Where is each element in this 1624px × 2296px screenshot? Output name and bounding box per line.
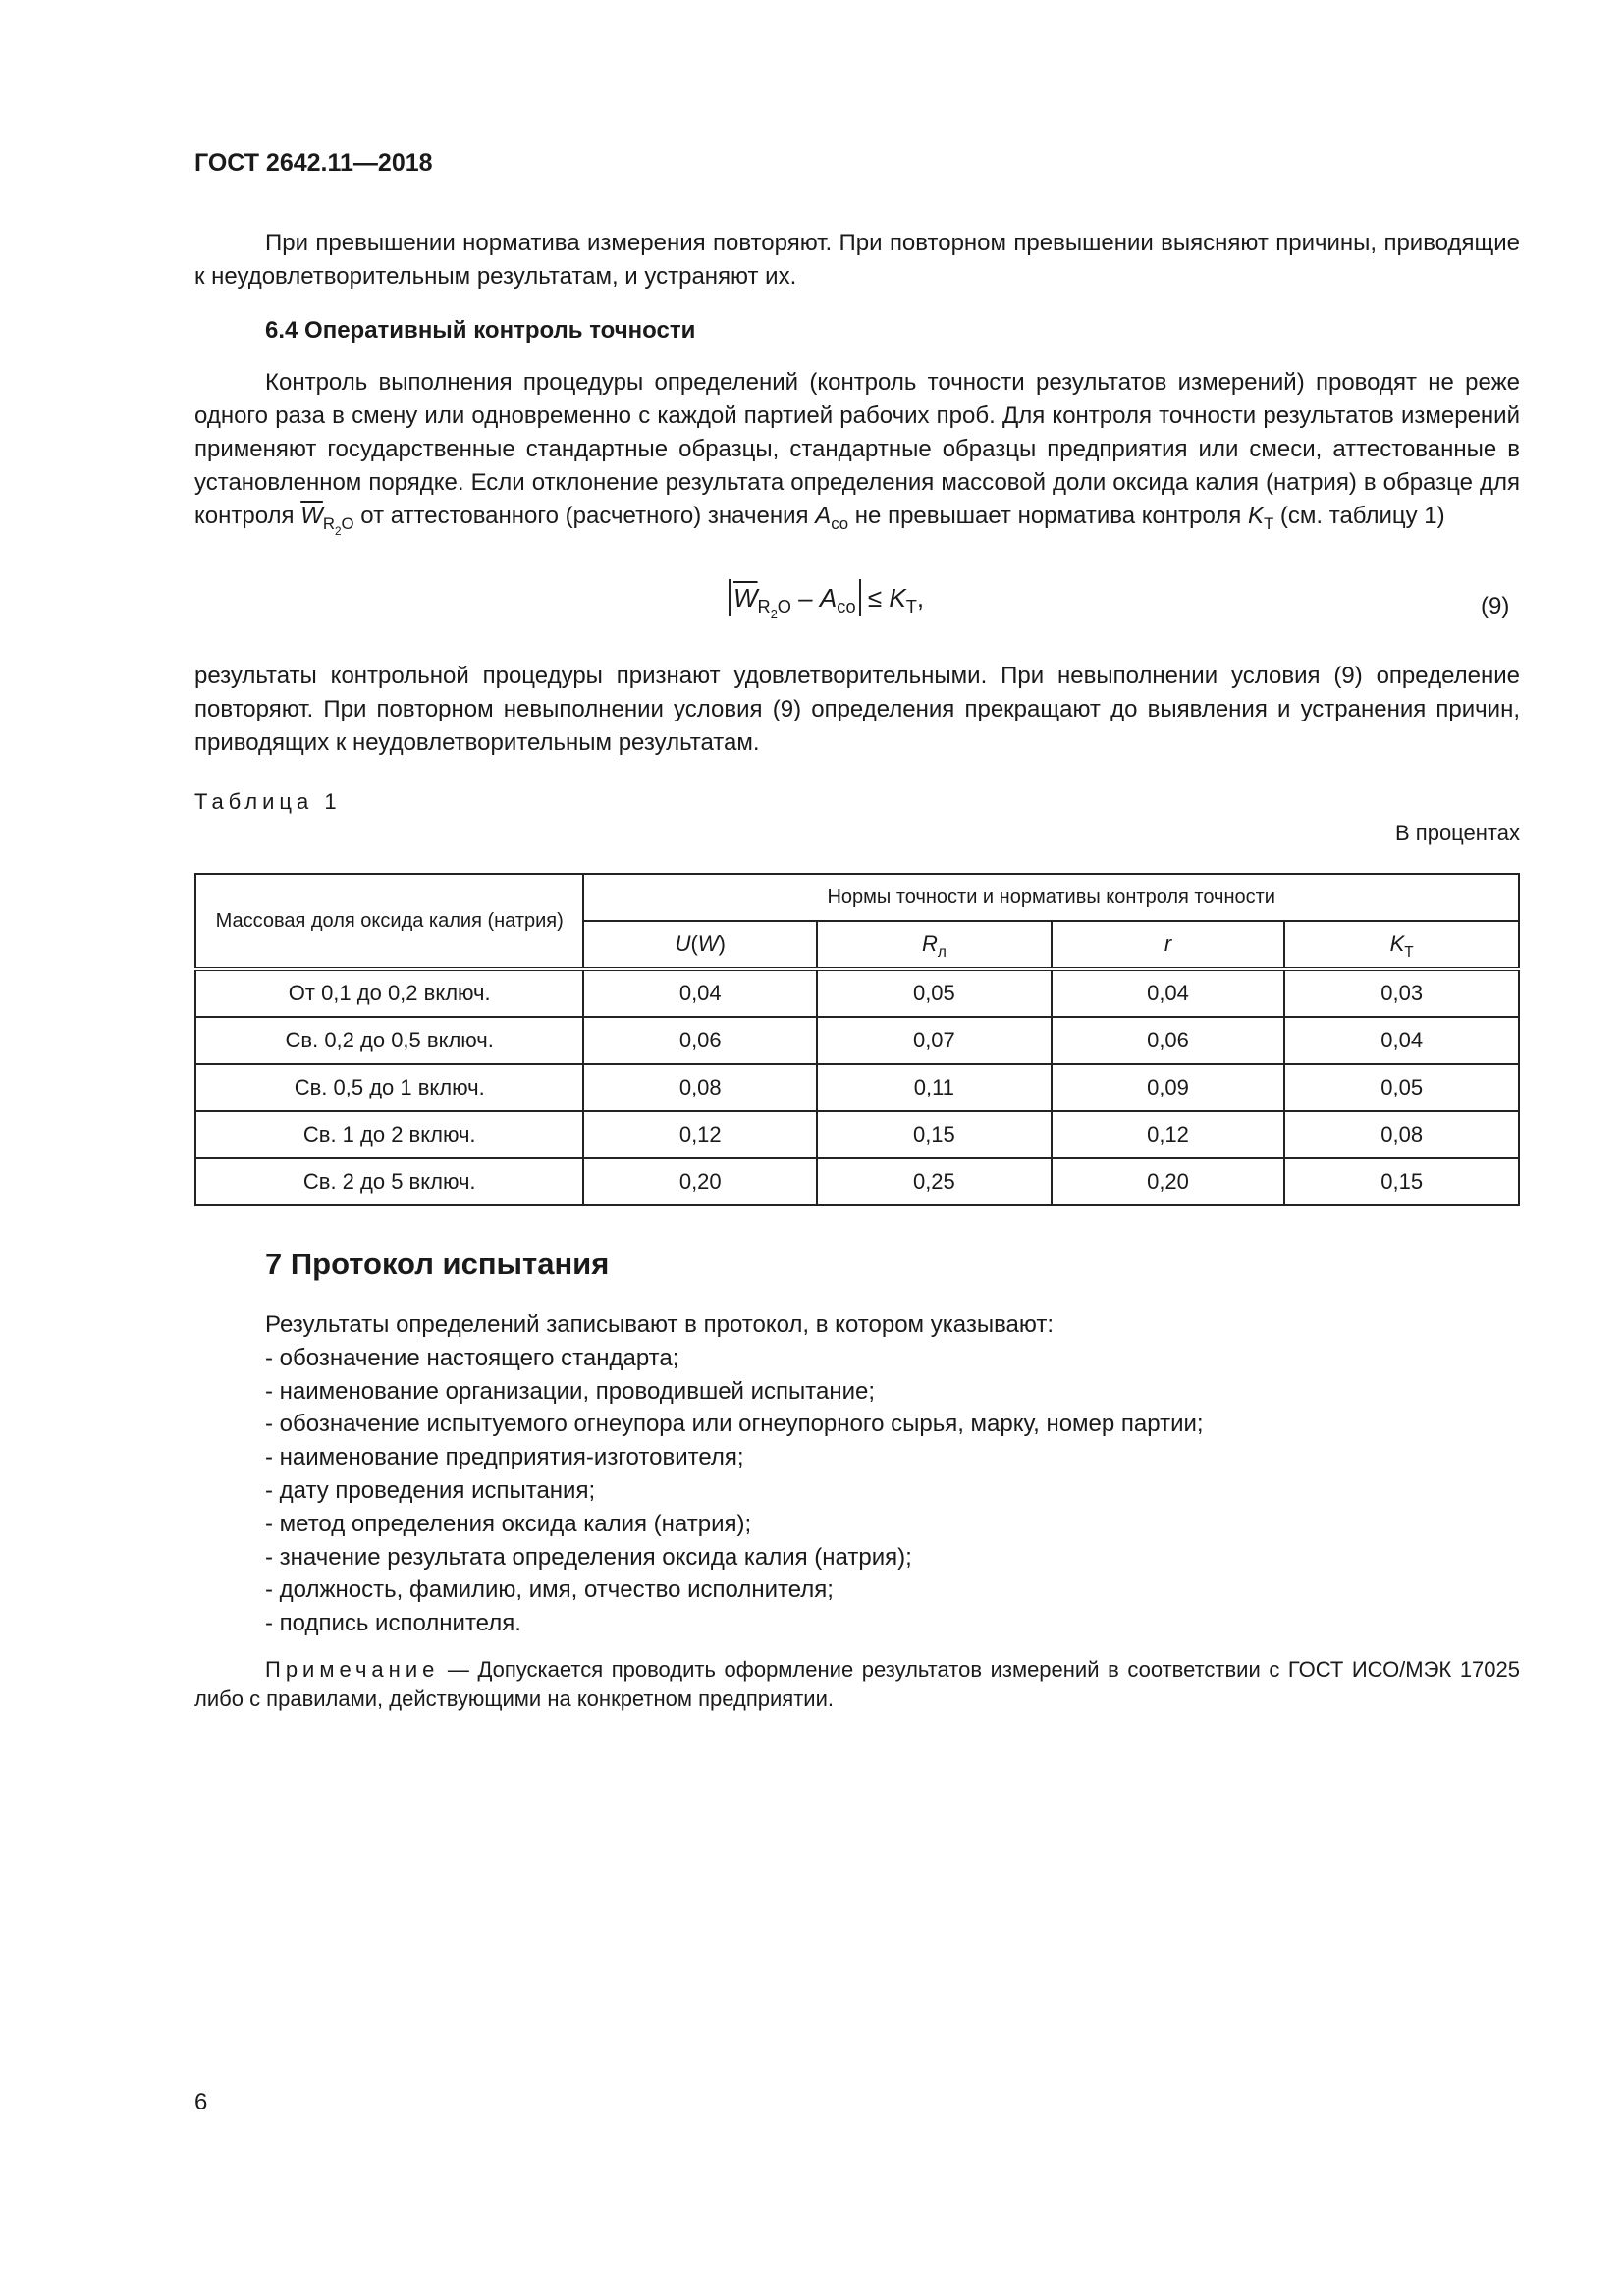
accuracy-table bbox=[194, 873, 1520, 1206]
list-intro: Результаты определений записывают в протокол, в котором указывают: bbox=[265, 1311, 1055, 1338]
section-heading-7: 7 Протокол испытания bbox=[265, 1247, 610, 1281]
text: Контроль выполнения процедуры определений (контроль точности результатов измерений) проводят не реже одного раза в смену или одновременно с каждой партией рабочих проб. Для контроля точности результатов измерений применяют государственные стандартные образцы, стандартные образцы предприятия или смеси, аттестованные в установленном порядке. Если отклонение результата определения массовой доли оксида калия (натрия) в образце для контроля bbox=[194, 369, 1520, 529]
table-cell: Св. 1 до 2 включ. bbox=[195, 1111, 583, 1158]
formula-number: (9) bbox=[1481, 593, 1510, 619]
table-cell: 0,04 bbox=[1284, 1017, 1519, 1064]
table-row bbox=[195, 1017, 1519, 1064]
text: не превышает норматива контроля bbox=[854, 503, 1242, 529]
table-cell: 0,04 bbox=[1052, 969, 1285, 1017]
table-cell: Св. 0,5 до 1 включ. bbox=[195, 1064, 583, 1111]
header-mass-fraction: Массовая доля оксида калия (натрия) bbox=[195, 874, 583, 969]
table-cell: 0,06 bbox=[1052, 1017, 1285, 1064]
note-text: — Допускается проводить оформление результатов измерений в соответствии с ГОСТ ИСО/МЭК 17025 либо с правилами, действующими на конкретном предприятии. bbox=[194, 1657, 1520, 1711]
protocol-list bbox=[265, 1308, 1204, 1640]
table-cell: 0,08 bbox=[1284, 1111, 1519, 1158]
table-cell: Св. 2 до 5 включ. bbox=[195, 1158, 583, 1205]
table-cell: 0,07 bbox=[817, 1017, 1052, 1064]
note bbox=[194, 1655, 1520, 1714]
table-cell: Св. 0,2 до 0,5 включ. bbox=[195, 1017, 583, 1064]
table-row bbox=[195, 1064, 1519, 1111]
document-header: ГОСТ 2642.11—2018 bbox=[194, 149, 433, 177]
page-number: 6 bbox=[194, 2089, 208, 2115]
header-r: r bbox=[1052, 921, 1285, 969]
table-cell: 0,03 bbox=[1284, 969, 1519, 1017]
text: от аттестованного (расчетного) значения bbox=[360, 503, 809, 529]
table-row bbox=[195, 1158, 1519, 1205]
table-cell: 0,05 bbox=[1284, 1064, 1519, 1111]
note-label: Примечание bbox=[265, 1657, 440, 1682]
list-item: - подпись исполнителя. bbox=[265, 1610, 521, 1637]
table-cell: 0,06 bbox=[583, 1017, 817, 1064]
table-cell: 0,15 bbox=[817, 1111, 1052, 1158]
table-cell: От 0,1 до 0,2 включ. bbox=[195, 969, 583, 1017]
paragraph: Контроль выполнения процедуры определений (контроль точности результатов измерений) проводят не реже одного раза в смену или одновременно с каждой партией рабочих проб. Для контроля точности результатов измерений применяют государственные стандартные образцы, стандартные образцы предприятия или смеси, аттестованные в установленном порядке. Если отклонение результата определения массовой доли оксида калия (натрия) в образце для контроля $\overline{W}_{R_2O}$ от аттестованного (расчетного) значения $A_{со}$ не превышает норматива контроля $K_Т$ (см. таблицу 1) bbox=[194, 369, 1520, 538]
table-cell: 0,04 bbox=[583, 969, 817, 1017]
table-cell: 0,15 bbox=[1284, 1158, 1519, 1205]
table-cell: 0,11 bbox=[817, 1064, 1052, 1111]
table-cell: 0,12 bbox=[583, 1111, 817, 1158]
table-cell: 0,05 bbox=[817, 969, 1052, 1017]
table-cell: 0,20 bbox=[583, 1158, 817, 1205]
header-rl: $R_л$ bbox=[817, 921, 1052, 969]
section-heading-6-4: 6.4 Оперативный контроль точности bbox=[265, 317, 696, 344]
paragraph: При превышении норматива измерения повторяют. При повторном превышении выясняют причины, приводящие к неудовлетворительным результатам, и устраняют их. bbox=[194, 230, 1520, 290]
table-units: В процентах bbox=[1395, 821, 1520, 845]
list-item: - метод определения оксида калия (натрия); bbox=[265, 1510, 752, 1537]
paragraph: результаты контрольной процедуры признают удовлетворительными. При невыполнении условия (9) определение повторяют. При повторном невыполнении условия (9) определения прекращают до выявления и устранения причин, приводящих к неудовлетворительным результатам. bbox=[194, 663, 1520, 756]
list-item: - значение результата определения оксида калия (натрия); bbox=[265, 1543, 912, 1571]
formula: $\overline{W}_{R_2O} - A_{со} \le K_Т$, bbox=[729, 583, 924, 614]
table-cell: 0,09 bbox=[1052, 1064, 1285, 1111]
table-cell: 0,25 bbox=[817, 1158, 1052, 1205]
table-row bbox=[195, 969, 1519, 1017]
list-item: - наименование предприятия-изготовителя; bbox=[265, 1444, 744, 1471]
table-header-row bbox=[195, 874, 1519, 921]
table-row bbox=[195, 1111, 1519, 1158]
table-cell: 0,20 bbox=[1052, 1158, 1285, 1205]
header-uw: U(W) bbox=[583, 921, 817, 969]
header-group: Нормы точности и нормативы контроля точности bbox=[583, 874, 1519, 921]
list-item: - дату проведения испытания; bbox=[265, 1476, 596, 1504]
list-item: - обозначение настоящего стандарта; bbox=[265, 1344, 679, 1371]
list-item: - наименование организации, проводившей испытание; bbox=[265, 1377, 876, 1405]
text: (см. таблицу 1) bbox=[1279, 503, 1445, 529]
list-item: - должность, фамилию, имя, отчество исполнителя; bbox=[265, 1576, 834, 1604]
table-cell: 0,12 bbox=[1052, 1111, 1285, 1158]
header-kt: $K_Т$ bbox=[1284, 921, 1519, 969]
list-item: - обозначение испытуемого огнеупора или огнеупорного сырья, марку, номер партии; bbox=[265, 1411, 1204, 1438]
table-caption: Таблица 1 bbox=[194, 789, 342, 814]
symbol-w: $\overline{W}$ bbox=[300, 503, 323, 529]
table-cell: 0,08 bbox=[583, 1064, 817, 1111]
